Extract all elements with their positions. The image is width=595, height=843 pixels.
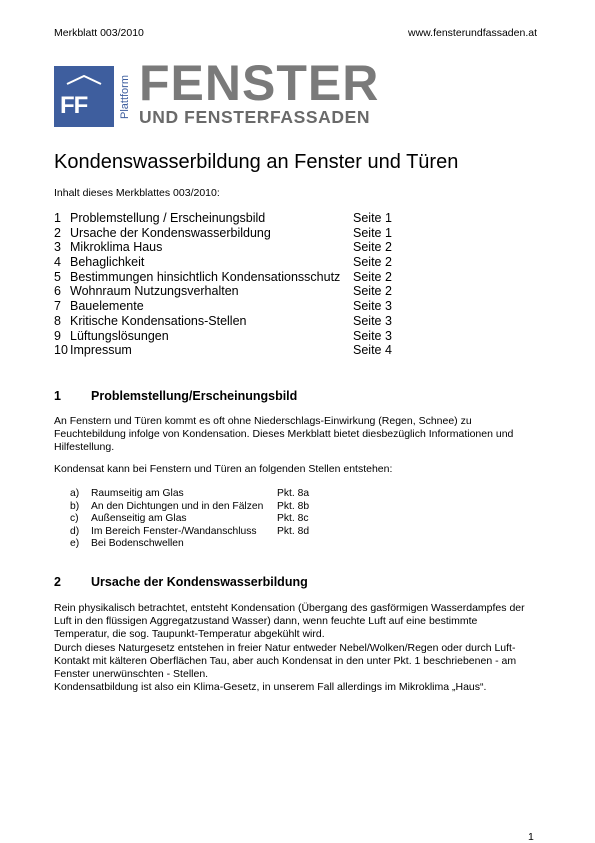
table-of-contents (54, 211, 414, 358)
paragraph-line: Kondensatbildung ist also ein Klima-Gesetz, in unserem Fall allerdings im Mikroklima „Haus“. (54, 681, 487, 694)
logo-ff-letters: FF (60, 92, 88, 119)
paragraph-line: Rein physikalisch betrachtet, entsteht Kondensation (Übergang des gasförmigen Wasserdampfes der (54, 602, 525, 614)
toc-entry-page: Seite 1 (353, 211, 392, 225)
paragraph-line: Kontakt mit kälteren Oberflächen Tau, aber auch Kondensat in den unter Pkt. 1 beschriebenen - am (54, 654, 517, 667)
toc-entry-page: Seite 2 (353, 255, 392, 270)
list-item-reference: Pkt. 8d (277, 525, 310, 537)
toc-entry-page: Seite 1 (353, 225, 392, 240)
paragraph-line: Durch dieses Naturgesetz entstehen in freier Natur entweder Nebel/Wolken/Regen oder durch Luft- (54, 641, 516, 654)
list-item (70, 526, 370, 539)
logo-subtitle: UND FENSTERFASSADEN (139, 107, 371, 127)
toc-entry (54, 240, 414, 255)
toc-entry-number: 4 (54, 255, 61, 270)
paragraph-line: Fenster unerwünschten - Stellen. (54, 668, 209, 681)
paragraph-line: An Fenstern und Türen kommt es oft ohne Niederschlags-Einwirkung (Regen, Schnee) zu (54, 415, 472, 427)
roof-icon (66, 75, 102, 85)
list-item-marker: d) (70, 525, 80, 537)
toc-entry-number: 6 (54, 284, 61, 299)
toc-entry (54, 329, 414, 344)
toc-entry-number: 10 (54, 343, 68, 358)
toc-entry (54, 314, 414, 329)
toc-entry-number: 9 (54, 328, 61, 343)
page-title: Kondenswasserbildung an Fenster und Türen (54, 151, 459, 173)
toc-entry-title: Lüftungslösungen (70, 328, 169, 343)
list-item (70, 488, 370, 501)
logo-plattform (114, 66, 136, 127)
list-item-marker: c) (70, 513, 79, 525)
toc-entry-title: Mikroklima Haus (70, 240, 163, 255)
list-item (70, 501, 370, 514)
toc-entry-title: Bauelemente (70, 299, 144, 314)
toc-entry-title: Problemstellung / Erscheinungsbild (70, 211, 266, 225)
toc-entry (54, 343, 414, 358)
toc-entry-page: Seite 2 (353, 269, 392, 284)
list-item-text: Außenseitig am Glas (91, 513, 187, 525)
toc-entry-page: Seite 2 (353, 284, 392, 299)
toc-entry (54, 270, 414, 285)
section-number: 1 (54, 389, 61, 403)
section-1-list-intro: Kondensat kann bei Fenstern und Türen an folgenden Stellen entstehen: (54, 463, 393, 475)
toc-entry-number: 8 (54, 313, 61, 328)
document-code: Merkblatt 003/2010 (54, 27, 144, 39)
toc-entry-number: 5 (54, 269, 61, 284)
website-url: www.fensterundfassaden.at (408, 27, 537, 39)
list-item-marker: a) (70, 488, 80, 499)
list-item (70, 513, 370, 526)
list-item-text: Raumseitig am Glas (91, 488, 184, 499)
toc-entry-page: Seite 3 (353, 328, 392, 343)
toc-entry-number: 7 (54, 299, 61, 314)
toc-entry-number: 2 (54, 225, 61, 240)
list-item-marker: e) (70, 538, 80, 550)
list-item-marker: b) (70, 500, 80, 512)
section-title: Ursache der Kondenswasserbildung (91, 575, 308, 589)
toc-entry-title: Behaglichkeit (70, 255, 145, 270)
toc-entry (54, 255, 414, 270)
toc-entry (54, 284, 414, 299)
condensation-locations-list (70, 488, 370, 551)
paragraph-line: Temperatur, die sog. Taupunkt-Temperatur abgekühlt wird. (54, 628, 325, 641)
list-item-reference: Pkt. 8c (277, 513, 309, 525)
paragraph-line: Luft in den flüssigen Aggregatzustand Wasser) dann, wenn feuchte Luft auf eine bestimmte (54, 615, 478, 628)
toc-entry-page: Seite 2 (353, 240, 392, 255)
logo-plattform-text: Plattform (119, 74, 131, 119)
toc-entry-page: Seite 3 (353, 299, 392, 314)
section-2-paragraph (54, 602, 544, 694)
list-item (70, 538, 370, 551)
toc-entry-number: 1 (54, 211, 61, 225)
section-number: 2 (54, 575, 61, 589)
list-item-reference: Pkt. 8a (277, 488, 310, 499)
paragraph-line: Feuchtebildung infolge von Kondensation. Dieses Merkblatt bietet diesbezüglich Informationen und (54, 428, 514, 441)
toc-entry-title: Ursache der Kondenswasserbildung (70, 225, 271, 240)
list-item-text: An den Dichtungen und in den Fälzen (91, 500, 264, 512)
toc-entry (54, 299, 414, 314)
logo-wordmark: FENSTER (139, 55, 380, 111)
list-item-reference: Pkt. 8b (277, 500, 310, 512)
toc-entry-title: Wohnraum Nutzungsverhalten (70, 284, 239, 299)
toc-entry-title: Bestimmungen hinsichtlich Kondensationsschutz (70, 269, 341, 284)
toc-entry-title: Impressum (70, 343, 132, 358)
toc-entry-number: 3 (54, 240, 61, 255)
toc-entry-title: Kritische Kondensations-Stellen (70, 313, 247, 328)
toc-entry-page: Seite 4 (353, 343, 392, 358)
section-title: Problemstellung/Erscheinungsbild (91, 389, 298, 403)
toc-entry (54, 211, 414, 226)
page-number: 1 (528, 831, 534, 843)
list-item-text: Im Bereich Fenster-/Wandanschluss (91, 525, 257, 537)
logo-mark (54, 66, 114, 127)
toc-intro: Inhalt dieses Merkblattes 003/2010: (54, 187, 220, 199)
section-1-paragraph (54, 415, 539, 455)
toc-entry-page: Seite 3 (353, 313, 392, 328)
list-item-text: Bei Bodenschwellen (91, 538, 184, 550)
toc-entry (54, 226, 414, 241)
paragraph-line: Hilfestellung. (54, 441, 115, 454)
